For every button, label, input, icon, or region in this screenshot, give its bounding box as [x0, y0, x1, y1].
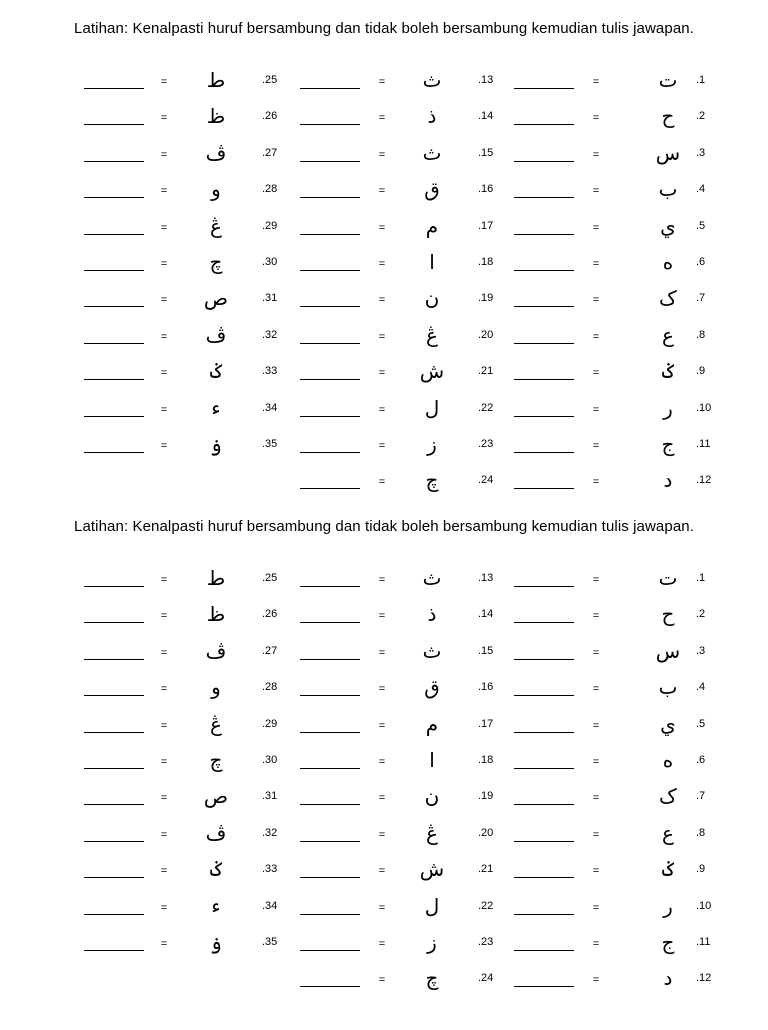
- answer-blank[interactable]: [84, 732, 144, 733]
- jawi-letter: ڠ: [210, 711, 222, 736]
- item-number: .26: [262, 608, 278, 621]
- item-number: .32: [262, 328, 278, 341]
- jawi-letter: ن: [424, 784, 440, 809]
- equals-sign: =: [160, 221, 168, 234]
- exercise-item: [0, 820, 768, 855]
- jawi-letter: ر: [663, 893, 673, 918]
- item-number: .5: [696, 717, 706, 730]
- equals-sign: =: [592, 865, 600, 878]
- equals-sign: =: [592, 221, 600, 234]
- item-number: .19: [478, 292, 494, 305]
- equals-sign: =: [378, 828, 386, 841]
- jawi-letter: ل: [424, 893, 440, 918]
- item-number: .31: [262, 292, 278, 305]
- jawi-letter: د: [663, 966, 673, 991]
- answer-blank[interactable]: [84, 270, 144, 271]
- item-number: .30: [262, 256, 278, 268]
- equals-sign: =: [378, 258, 386, 270]
- equals-sign: =: [160, 440, 168, 452]
- answer-blank[interactable]: [84, 379, 144, 380]
- equals-sign: =: [160, 719, 168, 732]
- jawi-letter: ڤ: [205, 140, 227, 165]
- answer-blank[interactable]: [84, 234, 144, 235]
- item-number: .22: [478, 401, 494, 414]
- jawi-letter: ل: [424, 395, 440, 420]
- equals-sign: =: [378, 719, 386, 732]
- equals-sign: =: [592, 901, 600, 914]
- exercise-item: [0, 711, 768, 746]
- worksheet-2: [0, 518, 768, 1030]
- item-number: .14: [478, 110, 494, 123]
- item-number: .27: [262, 146, 278, 159]
- answer-blank[interactable]: [84, 841, 144, 842]
- answer-blank[interactable]: [84, 124, 144, 125]
- equals-sign: =: [160, 938, 168, 950]
- jawi-letter: ݢ: [210, 359, 222, 384]
- jawi-letter: ڤ: [205, 322, 227, 347]
- jawi-letter: ت: [658, 68, 678, 92]
- jawi-letter: ظ: [206, 104, 226, 129]
- answer-blank[interactable]: [84, 197, 144, 198]
- item-number: .24: [478, 474, 494, 487]
- item-number: .5: [696, 219, 706, 232]
- equals-sign: =: [160, 403, 168, 416]
- jawi-letter: ق: [424, 177, 440, 202]
- equals-sign: =: [378, 221, 386, 234]
- equals-sign: =: [592, 756, 600, 768]
- item-number: .25: [262, 572, 278, 584]
- equals-sign: =: [592, 719, 600, 732]
- item-number: .35: [262, 438, 278, 450]
- item-number: .34: [262, 401, 278, 414]
- item-number: .16: [478, 681, 494, 694]
- equals-sign: =: [378, 294, 386, 307]
- jawi-letter: ي: [660, 711, 676, 736]
- item-number: .1: [696, 74, 706, 86]
- equals-sign: =: [592, 258, 600, 270]
- jawi-letter: ڤ: [205, 638, 227, 663]
- jawi-letter: ݢ: [662, 857, 674, 882]
- equals-sign: =: [378, 610, 386, 623]
- jawi-letter: ث: [422, 140, 442, 165]
- item-number: .7: [696, 790, 706, 803]
- jawi-letter: ڠ: [426, 820, 438, 845]
- item-number: .11: [696, 936, 711, 948]
- item-number: .25: [262, 74, 278, 86]
- answer-blank[interactable]: [84, 622, 144, 623]
- answer-blank[interactable]: [84, 914, 144, 915]
- equals-sign: =: [160, 792, 168, 805]
- jawi-letter: ع: [662, 820, 674, 845]
- answer-blank[interactable]: [84, 306, 144, 307]
- jawi-letter: ص: [203, 286, 229, 311]
- equals-sign: =: [378, 865, 386, 878]
- jawi-letter: ک: [659, 286, 677, 311]
- jawi-letter: ه: [662, 250, 674, 274]
- jawi-letter: ز: [427, 930, 437, 954]
- item-number: .10: [696, 899, 712, 912]
- exercise-item: [0, 930, 768, 964]
- jawi-letter: ا: [429, 250, 435, 274]
- exercise-item: [0, 893, 768, 928]
- item-number: .4: [696, 681, 706, 694]
- equals-sign: =: [160, 610, 168, 623]
- jawi-letter: ڠ: [210, 213, 222, 238]
- jawi-letter: ۏ: [210, 930, 222, 954]
- jawi-letter: ک: [659, 784, 677, 809]
- jawi-letter: ݢ: [662, 359, 674, 384]
- jawi-letter: ر: [663, 395, 673, 420]
- equals-sign: =: [592, 646, 600, 659]
- equals-sign: =: [160, 646, 168, 659]
- jawi-letter: ڤ: [205, 820, 227, 845]
- exercise-item: [0, 213, 768, 248]
- exercise-item: [0, 748, 768, 782]
- equals-sign: =: [378, 403, 386, 416]
- jawi-letter: ب: [658, 675, 678, 700]
- answer-blank[interactable]: [84, 950, 144, 951]
- item-number: .14: [478, 608, 494, 621]
- jawi-letter: ق: [424, 675, 440, 700]
- answer-blank[interactable]: [84, 586, 144, 587]
- jawi-letter: چ: [209, 748, 223, 772]
- jawi-letter: ط: [206, 68, 226, 92]
- jawi-letter: ت: [658, 566, 678, 590]
- jawi-letter: ء: [211, 395, 221, 420]
- equals-sign: =: [592, 974, 600, 987]
- item-number: .28: [262, 183, 278, 196]
- equals-sign: =: [378, 440, 386, 452]
- item-number: .20: [478, 826, 494, 839]
- item-number: .18: [478, 256, 494, 268]
- item-number: .3: [696, 146, 706, 159]
- equals-sign: =: [160, 258, 168, 270]
- item-number: .22: [478, 899, 494, 912]
- answer-blank[interactable]: [84, 88, 144, 89]
- jawi-letter: ث: [422, 638, 442, 663]
- jawi-letter: س: [655, 638, 681, 663]
- equals-sign: =: [378, 476, 386, 489]
- equals-sign: =: [160, 367, 168, 380]
- answer-blank[interactable]: [84, 452, 144, 453]
- item-number: .30: [262, 754, 278, 766]
- item-number: .2: [696, 608, 706, 621]
- equals-sign: =: [160, 865, 168, 878]
- jawi-letter: ج: [661, 930, 675, 954]
- exercise-item: [0, 966, 768, 1000]
- item-number: .23: [478, 936, 494, 948]
- jawi-letter: ݢ: [210, 857, 222, 882]
- equals-sign: =: [592, 574, 600, 586]
- equals-sign: =: [378, 574, 386, 586]
- item-number: .20: [478, 328, 494, 341]
- jawi-letter: و: [211, 675, 221, 700]
- equals-sign: =: [378, 974, 386, 987]
- jawi-letter: و: [211, 177, 221, 202]
- item-number: .12: [696, 972, 712, 985]
- equals-sign: =: [378, 185, 386, 198]
- equals-sign: =: [592, 792, 600, 805]
- item-number: .34: [262, 899, 278, 912]
- exercise-item: [0, 177, 768, 211]
- exercise-item: [0, 322, 768, 357]
- item-number: .7: [696, 292, 706, 305]
- equals-sign: =: [378, 756, 386, 768]
- worksheet-1: [0, 20, 768, 532]
- jawi-letter: ظ: [206, 602, 226, 627]
- item-number: .21: [478, 365, 494, 378]
- equals-sign: =: [592, 683, 600, 696]
- item-number: .33: [262, 863, 278, 876]
- jawi-letter: ح: [661, 104, 675, 129]
- equals-sign: =: [160, 574, 168, 586]
- item-number: .18: [478, 754, 494, 766]
- jawi-letter: ث: [422, 566, 442, 590]
- answer-blank[interactable]: [84, 804, 144, 805]
- jawi-letter: ۏ: [210, 432, 222, 456]
- equals-sign: =: [378, 112, 386, 125]
- item-number: .29: [262, 219, 278, 232]
- exercise-item: [0, 68, 768, 102]
- exercise-item: [0, 140, 768, 175]
- item-number: .35: [262, 936, 278, 948]
- item-number: .9: [696, 365, 706, 378]
- equals-sign: =: [378, 938, 386, 950]
- item-number: .24: [478, 972, 494, 985]
- equals-sign: =: [592, 330, 600, 343]
- jawi-letter: چ: [209, 250, 223, 274]
- item-number: .33: [262, 365, 278, 378]
- exercise-item: [0, 250, 768, 284]
- exercise-item: [0, 104, 768, 138]
- answer-blank[interactable]: [84, 877, 144, 878]
- item-number: .19: [478, 790, 494, 803]
- exercise-item: [0, 286, 768, 320]
- jawi-letter: ح: [661, 602, 675, 627]
- item-number: .23: [478, 438, 494, 450]
- exercise-item: [0, 857, 768, 891]
- equals-sign: =: [160, 828, 168, 841]
- exercise-item: [0, 468, 768, 502]
- equals-sign: =: [378, 683, 386, 696]
- equals-sign: =: [592, 828, 600, 841]
- item-number: .27: [262, 644, 278, 657]
- equals-sign: =: [592, 112, 600, 125]
- jawi-letter: چ: [425, 468, 439, 493]
- equals-sign: =: [378, 367, 386, 380]
- jawi-letter: د: [663, 468, 673, 493]
- equals-sign: =: [592, 148, 600, 161]
- jawi-letter: ا: [429, 748, 435, 772]
- jawi-letter: ي: [660, 213, 676, 238]
- equals-sign: =: [378, 148, 386, 161]
- jawi-letter: ج: [661, 432, 675, 456]
- item-number: .6: [696, 754, 706, 766]
- worksheet-title: Latihan: Kenalpasti huruf bersambung dan tidak boleh bersambung kemudian tulis jawapan.: [74, 518, 694, 535]
- equals-sign: =: [160, 148, 168, 161]
- item-number: .10: [696, 401, 712, 414]
- jawi-letter: ز: [427, 432, 437, 456]
- exercise-item: [0, 395, 768, 430]
- equals-sign: =: [592, 403, 600, 416]
- item-number: .9: [696, 863, 706, 876]
- equals-sign: =: [592, 294, 600, 307]
- item-number: .29: [262, 717, 278, 730]
- jawi-letter: ذ: [427, 104, 437, 129]
- jawi-letter: چ: [425, 966, 439, 991]
- equals-sign: =: [378, 792, 386, 805]
- item-number: .13: [478, 572, 494, 584]
- answer-blank[interactable]: [300, 488, 360, 489]
- equals-sign: =: [592, 76, 600, 88]
- equals-sign: =: [378, 901, 386, 914]
- equals-sign: =: [160, 756, 168, 768]
- answer-blank[interactable]: [300, 986, 360, 987]
- item-number: .15: [478, 146, 494, 159]
- item-number: .28: [262, 681, 278, 694]
- jawi-letter: ذ: [427, 602, 437, 627]
- jawi-letter: ن: [424, 286, 440, 311]
- jawi-letter: ص: [203, 784, 229, 809]
- equals-sign: =: [378, 76, 386, 88]
- exercise-item: [0, 359, 768, 393]
- exercise-item: [0, 432, 768, 466]
- answer-blank[interactable]: [84, 161, 144, 162]
- answer-blank[interactable]: [84, 768, 144, 769]
- jawi-letter: ء: [211, 893, 221, 918]
- equals-sign: =: [160, 76, 168, 88]
- equals-sign: =: [592, 440, 600, 452]
- jawi-letter: س: [655, 140, 681, 165]
- jawi-letter: ث: [422, 68, 442, 92]
- equals-sign: =: [592, 938, 600, 950]
- item-number: .8: [696, 328, 706, 341]
- worksheet-title: Latihan: Kenalpasti huruf bersambung dan tidak boleh bersambung kemudian tulis jawapan.: [74, 20, 694, 37]
- equals-sign: =: [160, 185, 168, 198]
- equals-sign: =: [378, 646, 386, 659]
- answer-blank[interactable]: [84, 695, 144, 696]
- exercise-item: [0, 602, 768, 636]
- item-number: .15: [478, 644, 494, 657]
- item-number: .11: [696, 438, 711, 450]
- equals-sign: =: [160, 901, 168, 914]
- item-number: .31: [262, 790, 278, 803]
- equals-sign: =: [592, 185, 600, 198]
- jawi-letter: م: [425, 711, 439, 736]
- exercise-item: [0, 675, 768, 709]
- item-number: .32: [262, 826, 278, 839]
- equals-sign: =: [160, 294, 168, 307]
- jawi-letter: ه: [662, 748, 674, 772]
- item-number: .4: [696, 183, 706, 196]
- equals-sign: =: [592, 610, 600, 623]
- exercise-item: [0, 784, 768, 818]
- item-number: .3: [696, 644, 706, 657]
- jawi-letter: ش: [419, 857, 445, 882]
- equals-sign: =: [378, 330, 386, 343]
- item-number: .17: [478, 717, 494, 730]
- item-number: .1: [696, 572, 706, 584]
- item-number: .8: [696, 826, 706, 839]
- equals-sign: =: [160, 683, 168, 696]
- answer-blank[interactable]: [84, 343, 144, 344]
- exercise-item: [0, 638, 768, 673]
- equals-sign: =: [592, 367, 600, 380]
- jawi-letter: ب: [658, 177, 678, 202]
- item-number: .2: [696, 110, 706, 123]
- jawi-letter: م: [425, 213, 439, 238]
- item-number: .17: [478, 219, 494, 232]
- item-number: .21: [478, 863, 494, 876]
- answer-blank[interactable]: [84, 659, 144, 660]
- jawi-letter: ع: [662, 322, 674, 347]
- equals-sign: =: [160, 330, 168, 343]
- item-number: .26: [262, 110, 278, 123]
- equals-sign: =: [592, 476, 600, 489]
- jawi-letter: ڠ: [426, 322, 438, 347]
- jawi-letter: ط: [206, 566, 226, 590]
- jawi-letter: ش: [419, 359, 445, 384]
- item-number: .13: [478, 74, 494, 86]
- item-number: .12: [696, 474, 712, 487]
- exercise-item: [0, 566, 768, 600]
- item-number: .16: [478, 183, 494, 196]
- equals-sign: =: [160, 112, 168, 125]
- item-number: .6: [696, 256, 706, 268]
- answer-blank[interactable]: [84, 416, 144, 417]
